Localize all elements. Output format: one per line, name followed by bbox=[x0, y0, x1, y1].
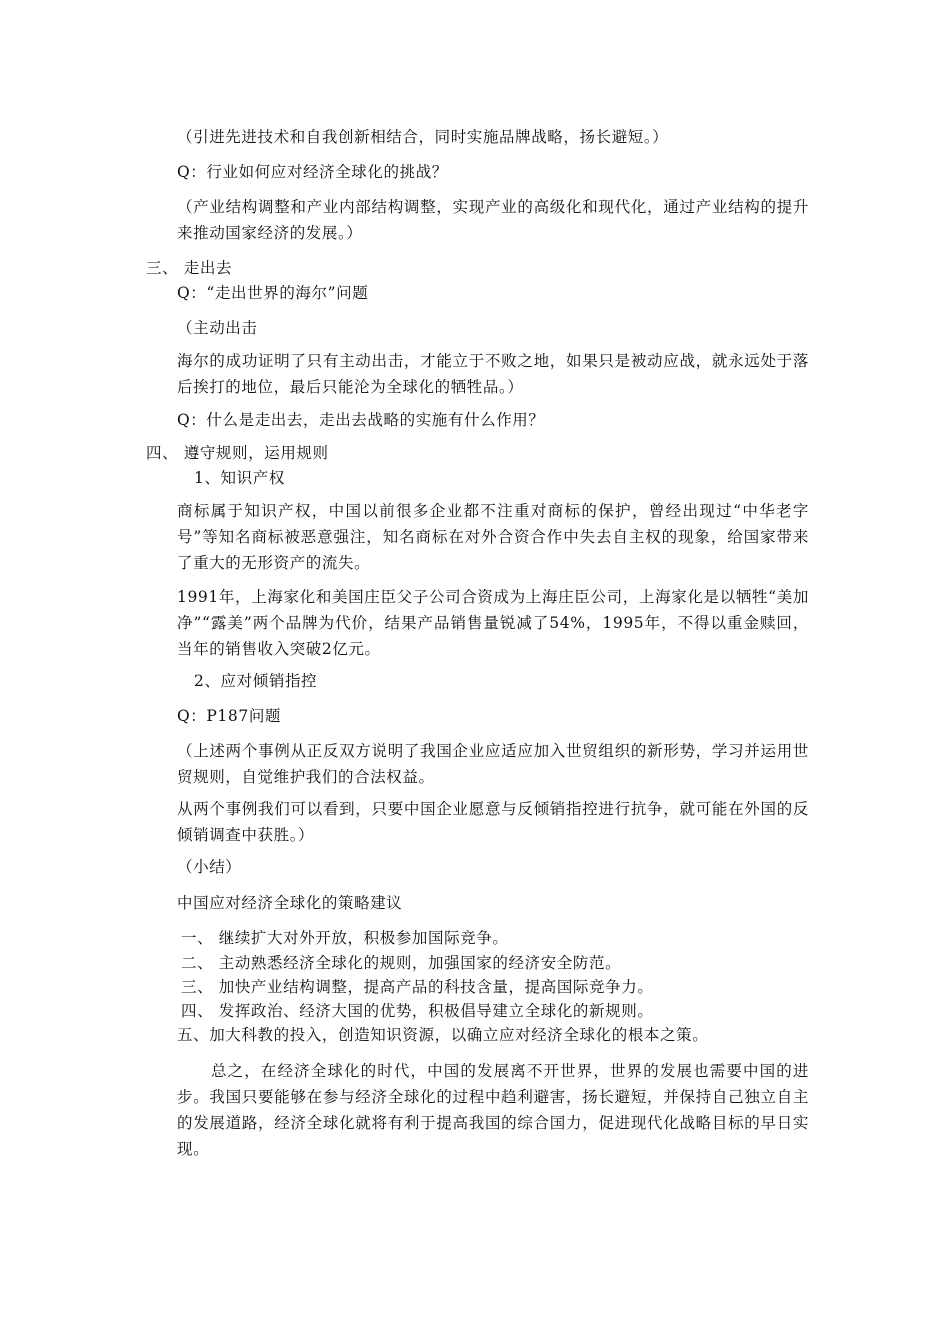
subsection-heading: 2、应对倾销指控 bbox=[194, 672, 318, 690]
list-item: 四、 发挥政治、经济大国的优势，积极倡导建立全球化的新规则。 bbox=[181, 1002, 654, 1020]
paragraph: 从两个事例我们可以看到，只要中国企业愿意与反倾销指控进行抗争，就可能在外国的反倾销调查中获胜。） bbox=[177, 800, 809, 844]
paragraph-line: （主动出击 bbox=[177, 319, 258, 337]
list-item: 一、 继续扩大对外开放，积极参加国际竞争。 bbox=[181, 929, 509, 947]
list-title: 中国应对经济全球化的策略建议 bbox=[177, 894, 403, 912]
question-line: Q：P187问题 bbox=[177, 707, 282, 725]
list-item: 三、 加快产业结构调整，提高产品的科技含量，提高国际竞争力。 bbox=[181, 978, 654, 996]
paragraph-line: （小结） bbox=[177, 858, 242, 876]
paragraph: （产业结构调整和产业内部结构调整，实现产业的高级化和现代化，通过产业结构的提升来推动国家经济的发展。） bbox=[177, 198, 809, 242]
paragraph-line: （引进先进技术和自我创新相结合，同时实施品牌战略，扬长避短。） bbox=[177, 128, 669, 146]
section-heading: 三、 走出去 bbox=[146, 259, 233, 277]
paragraph: 总之，在经济全球化的时代，中国的发展离不开世界，世界的发展也需要中国的进步。我国只要能够在参与经济全球化的过程中趋利避害，扬长避短，并保持自己独立自主的发展道路，经济全球化就将有利于提高我国的综合国力，促进现代化战略目标的早日实现。 bbox=[177, 1062, 809, 1158]
question-line: Q：什么是走出去，走出去战略的实施有什么作用？ bbox=[177, 411, 545, 429]
list-item: 二、 主动熟悉经济全球化的规则，加强国家的经济安全防范。 bbox=[181, 954, 622, 972]
paragraph: （上述两个事例从正反双方说明了我国企业应适应加入世贸组织的新形势，学习并运用世贸规则，自觉维护我们的合法权益。 bbox=[177, 742, 809, 786]
subsection-heading: 1、知识产权 bbox=[194, 469, 285, 487]
paragraph: 1991年，上海家化和美国庄臣父子公司合资成为上海庄臣公司，上海家化是以牺牲“美加净”“露美”两个品牌为代价，结果产品销售量锐减了54%，1995年，不得以重金赎回，当年的销售收入突破2亿元。 bbox=[177, 588, 809, 658]
list-item: 五、加大科教的投入，创造知识资源，以确立应对经济全球化的根本之策。 bbox=[177, 1026, 709, 1044]
paragraph: 海尔的成功证明了只有主动出击，才能立于不败之地，如果只是被动应战，就永远处于落后挨打的地位，最后只能沦为全球化的牺牲品。） bbox=[177, 352, 809, 396]
section-heading: 四、 遵守规则，运用规则 bbox=[146, 444, 329, 462]
paragraph: 商标属于知识产权，中国以前很多企业都不注重对商标的保护，曾经出现过“中华老字号”等知名商标被恶意强注，知名商标在对外合资合作中失去自主权的现象，给国家带来了重大的无形资产的流失。 bbox=[177, 502, 809, 572]
question-line: Q：行业如何应对经济全球化的挑战？ bbox=[177, 163, 448, 181]
question-line: Q：“走出世界的海尔”问题 bbox=[177, 284, 369, 302]
